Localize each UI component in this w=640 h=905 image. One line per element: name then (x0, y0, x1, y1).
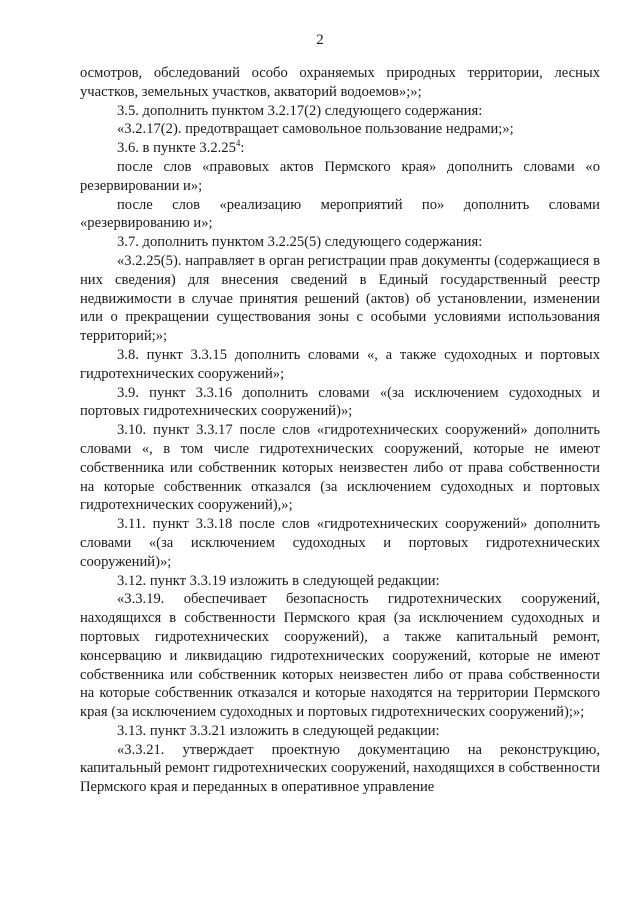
paragraph-3-10: 3.10. пункт 3.3.17 после слов «гидротехнических сооружений» дополнить словами «, в том числе гидротехнических сооружений, которые не имеют собственника или собственник которых неизвестен либо от права собственности на которые собственник отказался (за исключением судоходных и портовых гидротехнических сооружений),»; (80, 422, 600, 514)
paragraph-3-6-colon: : (240, 140, 245, 157)
paragraph-3-11: 3.11. пункт 3.3.18 после слов «гидротехнических сооружений» дополнить словами «(за исключением судоходных и портовых гидротехнических сооружений)»; (80, 516, 600, 570)
document-body (80, 64, 600, 797)
paragraph-3-2-25-5: «3.2.25(5). направляет в орган регистрации прав документы (содержащиеся в них сведения) для внесения сведений в Единый государственный реестр недвижимости в случае принятия решений (актов) об установлении, изменении или о прекращении существования зоны с особыми условиями использования территорий;»; (80, 252, 600, 345)
paragraph-3-6-a: после слов «правовых актов Пермского края» дополнить словами «о резервировании и»; (80, 158, 600, 194)
paragraph-3-6 (80, 139, 600, 158)
paragraph-3-6-b: после слов «реализацию мероприятий по» дополнить словами «резервированию и»; (80, 196, 600, 232)
superscript: 4 (235, 138, 241, 149)
paragraph-3-7: 3.7. дополнить пунктом 3.2.25(5) следующего содержания: (117, 234, 483, 251)
paragraph-3-3-21: «3.3.21. утверждает проектную документацию на реконструкцию, капитальный ремонт гидротехнических сооружений, находящихся в собственности Пермского края и переданных в оперативное управление (80, 741, 600, 796)
paragraph-3-13: 3.13. пункт 3.3.21 изложить в следующей редакции: (117, 722, 440, 739)
paragraph-3-12: 3.12. пункт 3.3.19 изложить в следующей редакции: (117, 572, 440, 589)
paragraph-3-2-17-2: «3.2.17(2). предотвращает самовольное пользование недрами;»; (117, 121, 514, 138)
paragraph-3-3-19: «3.3.19. обеспечивает безопасность гидротехнических сооружений, находящихся в собственности Пермского края (за исключением судоходных и портовых гидротехнических сооружений), а также капитальный ремонт, консервацию и ликвидацию гидротехнических сооружений, которые не имеют собственника или собственник которых неизвестен либо от права собственности на которые собственник отказался и которые находятся на территории Пермского края (за исключением судоходных и портовых гидротехнических сооружений);»; (80, 591, 600, 721)
paragraph-3-5: 3.5. дополнить пунктом 3.2.17(2) следующего содержания: (117, 102, 483, 119)
page-number: 2 (316, 32, 324, 48)
paragraph-3-9: 3.9. пункт 3.3.16 дополнить словами «(за исключением судоходных и портовых гидротехнических сооружений)»; (80, 384, 600, 420)
paragraph-3-8: 3.8. пункт 3.3.15 дополнить словами «, а также судоходных и портовых гидротехнических сооружений»; (80, 346, 600, 382)
paragraph-3-6-text: 3.6. в пункте 3.2.25 (117, 140, 236, 157)
paragraph-continuation: осмотров, обследований особо охраняемых природных территории, лесных участков, земельных участков, акваторий водоемов»;»; (80, 65, 600, 100)
